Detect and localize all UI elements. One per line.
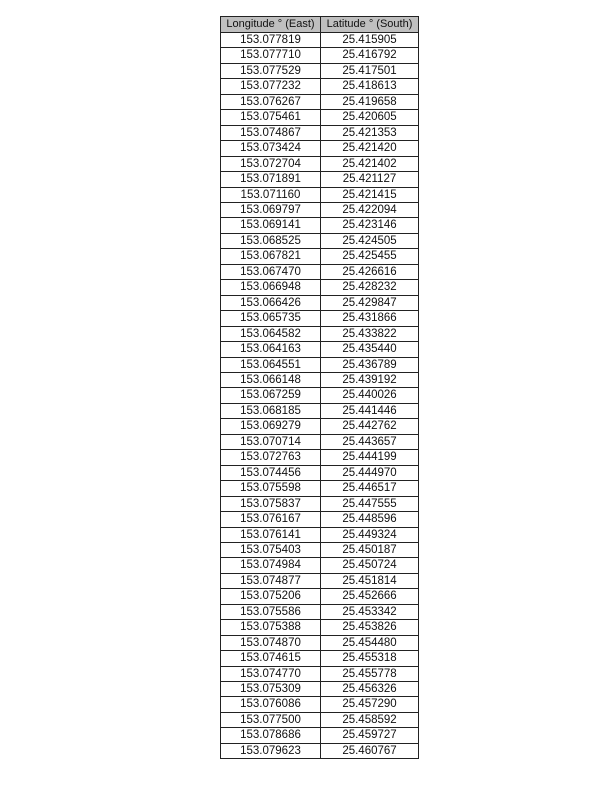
longitude-cell: 153.075309 xyxy=(221,682,321,697)
table-row xyxy=(221,357,419,372)
longitude-cell: 153.074456 xyxy=(221,465,321,480)
table-row xyxy=(221,249,419,264)
table-row xyxy=(221,172,419,187)
table-row xyxy=(221,589,419,604)
table-row xyxy=(221,573,419,588)
longitude-cell: 153.070714 xyxy=(221,434,321,449)
longitude-cell: 153.069141 xyxy=(221,218,321,233)
longitude-cell: 153.075403 xyxy=(221,542,321,557)
latitude-cell: 25.418613 xyxy=(321,79,419,94)
longitude-cell: 153.075837 xyxy=(221,496,321,511)
longitude-cell: 153.075598 xyxy=(221,481,321,496)
longitude-cell: 153.075388 xyxy=(221,620,321,635)
table-row xyxy=(221,419,419,434)
table-row xyxy=(221,558,419,573)
longitude-cell: 153.074870 xyxy=(221,635,321,650)
latitude-cell: 25.421127 xyxy=(321,172,419,187)
table-row xyxy=(221,728,419,743)
latitude-cell: 25.421402 xyxy=(321,156,419,171)
longitude-cell: 153.069797 xyxy=(221,202,321,217)
table-row xyxy=(221,233,419,248)
table-row xyxy=(221,481,419,496)
latitude-cell: 25.433822 xyxy=(321,326,419,341)
table-row xyxy=(221,604,419,619)
longitude-cell: 153.075461 xyxy=(221,110,321,125)
longitude-cell: 153.064582 xyxy=(221,326,321,341)
latitude-cell: 25.439192 xyxy=(321,372,419,387)
latitude-cell: 25.421415 xyxy=(321,187,419,202)
latitude-cell: 25.431866 xyxy=(321,311,419,326)
table-row xyxy=(221,156,419,171)
longitude-cell: 153.072763 xyxy=(221,450,321,465)
longitude-cell: 153.067470 xyxy=(221,264,321,279)
latitude-cell: 25.435440 xyxy=(321,342,419,357)
latitude-cell: 25.422094 xyxy=(321,202,419,217)
table-row xyxy=(221,342,419,357)
table-row xyxy=(221,434,419,449)
table-row xyxy=(221,311,419,326)
table-row xyxy=(221,94,419,109)
coordinates-table xyxy=(220,16,419,759)
longitude-cell: 153.077529 xyxy=(221,63,321,78)
table-row xyxy=(221,141,419,156)
longitude-cell: 153.074877 xyxy=(221,573,321,588)
longitude-cell: 153.065735 xyxy=(221,311,321,326)
longitude-cell: 153.076141 xyxy=(221,527,321,542)
latitude-cell: 25.457290 xyxy=(321,697,419,712)
longitude-cell: 153.064163 xyxy=(221,342,321,357)
table-row xyxy=(221,110,419,125)
table-row xyxy=(221,666,419,681)
longitude-cell: 153.074867 xyxy=(221,125,321,140)
table-row xyxy=(221,326,419,341)
table-row xyxy=(221,388,419,403)
table-row xyxy=(221,527,419,542)
table-row xyxy=(221,512,419,527)
longitude-cell: 153.076167 xyxy=(221,512,321,527)
table-row xyxy=(221,496,419,511)
longitude-header: Longitude ° (East) xyxy=(221,17,321,33)
longitude-cell: 153.079623 xyxy=(221,743,321,758)
table-row xyxy=(221,187,419,202)
longitude-cell: 153.071160 xyxy=(221,187,321,202)
table-row xyxy=(221,33,419,48)
table-row xyxy=(221,403,419,418)
table-row xyxy=(221,218,419,233)
latitude-cell: 25.428232 xyxy=(321,280,419,295)
table-row xyxy=(221,450,419,465)
latitude-cell: 25.424505 xyxy=(321,233,419,248)
latitude-cell: 25.455778 xyxy=(321,666,419,681)
longitude-cell: 153.077500 xyxy=(221,712,321,727)
longitude-cell: 153.077232 xyxy=(221,79,321,94)
latitude-cell: 25.444199 xyxy=(321,450,419,465)
longitude-cell: 153.076267 xyxy=(221,94,321,109)
latitude-cell: 25.451814 xyxy=(321,573,419,588)
latitude-cell: 25.453342 xyxy=(321,604,419,619)
table-row xyxy=(221,202,419,217)
table-body xyxy=(221,33,419,759)
latitude-cell: 25.460767 xyxy=(321,743,419,758)
table-row xyxy=(221,542,419,557)
longitude-cell: 153.067259 xyxy=(221,388,321,403)
latitude-cell: 25.429847 xyxy=(321,295,419,310)
table-header xyxy=(221,17,419,33)
table-row xyxy=(221,264,419,279)
latitude-cell: 25.415905 xyxy=(321,33,419,48)
latitude-cell: 25.443657 xyxy=(321,434,419,449)
longitude-cell: 153.077819 xyxy=(221,33,321,48)
longitude-cell: 153.064551 xyxy=(221,357,321,372)
latitude-cell: 25.454480 xyxy=(321,635,419,650)
latitude-cell: 25.417501 xyxy=(321,63,419,78)
latitude-cell: 25.440026 xyxy=(321,388,419,403)
table-row xyxy=(221,651,419,666)
latitude-cell: 25.423146 xyxy=(321,218,419,233)
table-row xyxy=(221,63,419,78)
latitude-cell: 25.448596 xyxy=(321,512,419,527)
latitude-cell: 25.452666 xyxy=(321,589,419,604)
longitude-cell: 153.068185 xyxy=(221,403,321,418)
latitude-cell: 25.444970 xyxy=(321,465,419,480)
latitude-cell: 25.421353 xyxy=(321,125,419,140)
latitude-cell: 25.450724 xyxy=(321,558,419,573)
latitude-cell: 25.458592 xyxy=(321,712,419,727)
latitude-cell: 25.450187 xyxy=(321,542,419,557)
header-row xyxy=(221,17,419,33)
longitude-cell: 153.069279 xyxy=(221,419,321,434)
table-row xyxy=(221,125,419,140)
longitude-cell: 153.074984 xyxy=(221,558,321,573)
latitude-cell: 25.449324 xyxy=(321,527,419,542)
table-row xyxy=(221,295,419,310)
table-row xyxy=(221,280,419,295)
latitude-cell: 25.436789 xyxy=(321,357,419,372)
latitude-cell: 25.421420 xyxy=(321,141,419,156)
table-row xyxy=(221,682,419,697)
table-row xyxy=(221,697,419,712)
longitude-cell: 153.074615 xyxy=(221,651,321,666)
latitude-cell: 25.441446 xyxy=(321,403,419,418)
table-row xyxy=(221,635,419,650)
longitude-cell: 153.067821 xyxy=(221,249,321,264)
table-row xyxy=(221,372,419,387)
latitude-cell: 25.446517 xyxy=(321,481,419,496)
latitude-cell: 25.420605 xyxy=(321,110,419,125)
latitude-cell: 25.425455 xyxy=(321,249,419,264)
latitude-header: Latitude ° (South) xyxy=(321,17,419,33)
table-row xyxy=(221,743,419,758)
longitude-cell: 153.075206 xyxy=(221,589,321,604)
longitude-cell: 153.066948 xyxy=(221,280,321,295)
longitude-cell: 153.066426 xyxy=(221,295,321,310)
longitude-cell: 153.076086 xyxy=(221,697,321,712)
table-row xyxy=(221,48,419,63)
latitude-cell: 25.426616 xyxy=(321,264,419,279)
latitude-cell: 25.442762 xyxy=(321,419,419,434)
longitude-cell: 153.068525 xyxy=(221,233,321,248)
longitude-cell: 153.074770 xyxy=(221,666,321,681)
longitude-cell: 153.071891 xyxy=(221,172,321,187)
table-row xyxy=(221,465,419,480)
latitude-cell: 25.453826 xyxy=(321,620,419,635)
longitude-cell: 153.077710 xyxy=(221,48,321,63)
table-row xyxy=(221,620,419,635)
latitude-cell: 25.419658 xyxy=(321,94,419,109)
latitude-cell: 25.455318 xyxy=(321,651,419,666)
longitude-cell: 153.078686 xyxy=(221,728,321,743)
table-row xyxy=(221,79,419,94)
table-row xyxy=(221,712,419,727)
latitude-cell: 25.456326 xyxy=(321,682,419,697)
longitude-cell: 153.072704 xyxy=(221,156,321,171)
latitude-cell: 25.459727 xyxy=(321,728,419,743)
latitude-cell: 25.416792 xyxy=(321,48,419,63)
longitude-cell: 153.073424 xyxy=(221,141,321,156)
longitude-cell: 153.066148 xyxy=(221,372,321,387)
longitude-cell: 153.075586 xyxy=(221,604,321,619)
latitude-cell: 25.447555 xyxy=(321,496,419,511)
